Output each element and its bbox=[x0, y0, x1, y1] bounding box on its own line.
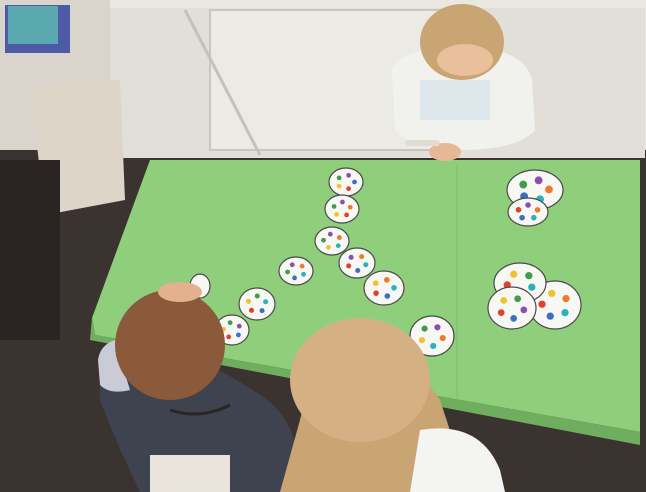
card-symbol bbox=[531, 215, 537, 221]
card-symbol bbox=[516, 207, 522, 213]
card-symbol bbox=[355, 268, 360, 273]
card-symbol bbox=[249, 308, 254, 313]
card-symbol bbox=[336, 243, 341, 248]
dobble-card bbox=[329, 168, 363, 196]
card-symbol bbox=[500, 297, 507, 304]
dobble-card bbox=[239, 288, 275, 320]
card-symbol bbox=[373, 280, 379, 286]
card-symbol bbox=[391, 285, 397, 291]
dobble-card bbox=[364, 271, 404, 305]
card-symbol bbox=[440, 335, 446, 341]
card-symbol bbox=[525, 202, 531, 208]
card-symbol bbox=[519, 181, 527, 189]
card-disc bbox=[364, 271, 404, 305]
card-symbol bbox=[535, 176, 543, 184]
card-disc bbox=[508, 198, 548, 226]
dobble-card bbox=[325, 195, 359, 223]
dobble-card bbox=[279, 257, 313, 285]
chair-seat-shadow bbox=[0, 160, 60, 340]
card-disc bbox=[488, 287, 536, 329]
binder-teal bbox=[8, 6, 58, 44]
card-disc bbox=[339, 248, 375, 278]
dobble-card bbox=[339, 248, 375, 278]
card-symbol bbox=[547, 313, 554, 320]
card-disc bbox=[239, 288, 275, 320]
dobble-card bbox=[315, 227, 349, 255]
card-symbol bbox=[514, 295, 521, 302]
card-symbol bbox=[346, 173, 351, 178]
card-symbol bbox=[520, 306, 527, 313]
card-symbol bbox=[346, 186, 351, 191]
card-symbol bbox=[337, 235, 342, 240]
card-disc bbox=[329, 168, 363, 196]
card-symbol bbox=[346, 263, 351, 268]
card-symbol bbox=[498, 309, 505, 316]
card-symbol bbox=[535, 207, 541, 213]
card-symbol bbox=[228, 320, 233, 325]
card-disc bbox=[315, 227, 349, 255]
card-symbol bbox=[363, 262, 368, 267]
card-symbol bbox=[237, 324, 242, 329]
card-symbol bbox=[236, 333, 241, 338]
card-symbol bbox=[328, 232, 333, 237]
card-symbol bbox=[300, 264, 305, 269]
card-symbol bbox=[301, 272, 306, 277]
dobble-card bbox=[508, 198, 548, 226]
card-symbol bbox=[263, 299, 268, 304]
card-symbol bbox=[510, 315, 517, 322]
card-symbol bbox=[384, 277, 390, 283]
card-symbol bbox=[340, 200, 345, 205]
card-symbol bbox=[352, 180, 357, 185]
card-symbol bbox=[430, 343, 436, 349]
card-symbol bbox=[337, 176, 342, 181]
card-disc bbox=[279, 257, 313, 285]
card-symbol bbox=[292, 276, 297, 281]
card-symbol bbox=[321, 238, 326, 243]
card-symbol bbox=[246, 299, 251, 304]
card-symbol bbox=[434, 324, 440, 330]
bottom-left-object bbox=[150, 455, 230, 492]
card-symbol bbox=[545, 186, 553, 194]
card-symbol bbox=[538, 301, 545, 308]
card-symbol bbox=[334, 212, 339, 217]
card-symbol bbox=[332, 204, 337, 209]
card-symbol bbox=[548, 290, 555, 297]
card-symbol bbox=[285, 270, 290, 275]
card-symbol bbox=[561, 309, 568, 316]
card-symbol bbox=[528, 284, 535, 291]
card-symbol bbox=[326, 245, 331, 250]
card-symbol bbox=[359, 254, 364, 259]
dobble-card bbox=[488, 287, 536, 329]
card-symbol bbox=[349, 255, 354, 260]
card-symbol bbox=[525, 272, 532, 279]
card-disc bbox=[325, 195, 359, 223]
card-symbol bbox=[344, 213, 349, 218]
card-symbol bbox=[290, 262, 295, 267]
card-symbol bbox=[260, 308, 265, 313]
card-symbol bbox=[348, 205, 353, 210]
card-symbol bbox=[373, 290, 379, 296]
card-symbol bbox=[255, 293, 260, 298]
card-symbol bbox=[422, 326, 428, 332]
card-symbol bbox=[562, 295, 569, 302]
card-symbol bbox=[385, 293, 391, 299]
card-symbol bbox=[419, 337, 425, 343]
card-symbol bbox=[337, 184, 342, 189]
card-symbol bbox=[519, 215, 525, 221]
card-symbol bbox=[510, 271, 517, 278]
card-symbol bbox=[226, 335, 231, 340]
